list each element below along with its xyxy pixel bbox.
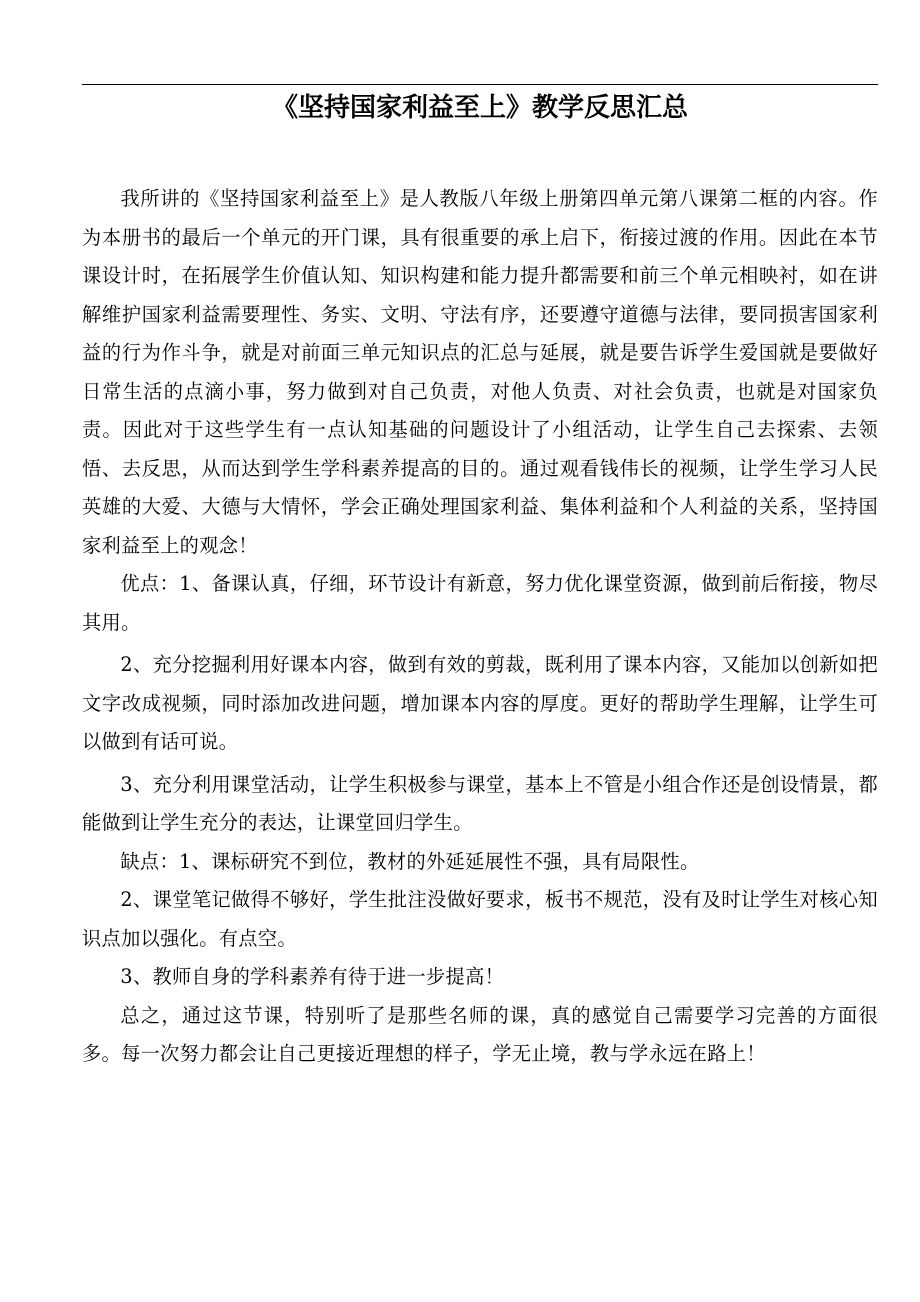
paragraph-conclusion: 总之，通过这节课，特别听了是那些名师的课，真的感觉自己需要学习完善的方面很多。每一次努力都会让自己更接近理想的样子，学无止境，教与学永远在路上！ (82, 1003, 878, 1065)
paragraph-shortcoming-2: 2、课堂笔记做得不够好，学生批注没做好要求，板书不规范，没有及时让学生对核心知识点加以强化。有点空。 (82, 888, 878, 950)
paragraph-advantage-2: 2、充分挖掘利用好课本内容，做到有效的剪裁，既利用了课本内容，又能加以创新如把文字改成视频，同时添加改进问题，增加课本内容的厚度。更好的帮助学生理解，让学生可以做到有话可说。 (82, 653, 878, 753)
paragraph-advantage-1: 优点：1、备课认真，仔细，环节设计有新意，努力优化课堂资源，做到前后衔接，物尽其用。 (82, 572, 878, 634)
document-title: 《坚持国家利益至上》教学反思汇总 (271, 93, 688, 123)
header-rule (82, 84, 878, 85)
document-body (82, 180, 878, 1074)
paragraph-advantage-3: 3、充分利用课堂活动，让学生积极参与课堂，基本上不管是小组合作还是创设情景，都能做到让学生充分的表达，让课堂回归学生。 (82, 772, 878, 834)
paragraph-shortcoming-3: 3、教师自身的学科素养有待于进一步提高！ (120, 965, 505, 988)
paragraph-shortcoming-1: 缺点：1、课标研究不到位，教材的外延延展性不强，具有局限性。 (120, 849, 700, 873)
paragraph-intro: 我所讲的《坚持国家利益至上》是人教版八年级上册第四单元第八课第二框的内容。作为本册书的最后一个单元的开门课，具有很重要的承上启下，衔接过渡的作用。因此在本节课设计时，在拓展学生价值认知、知识构建和能力提升都需要和前三个单元相映衬，如在讲解维护国家利益需要理性、务实、文明、守法有序，还要遵守道德与法律，要同损害国家利益的行为作斗争，就是对前面三单元知识点的汇总与延展，就是要告诉学生爱国就是要做好日常生活的点滴小事，努力做到对自己负责，对他人负责、对社会负责，也就是对国家负责。因此对于这些学生有一点认知基础的问题设计了小组活动，让学生自己去探索、去领悟、去反思，从而达到学生学科素养提高的目的。通过观看钱伟长的视频，让学生学习人民英雄的大爱、大德与大情怀，学会正确处理国家利益、集体利益和个人利益的关系，坚持国家利益至上的观念！ (82, 187, 878, 557)
